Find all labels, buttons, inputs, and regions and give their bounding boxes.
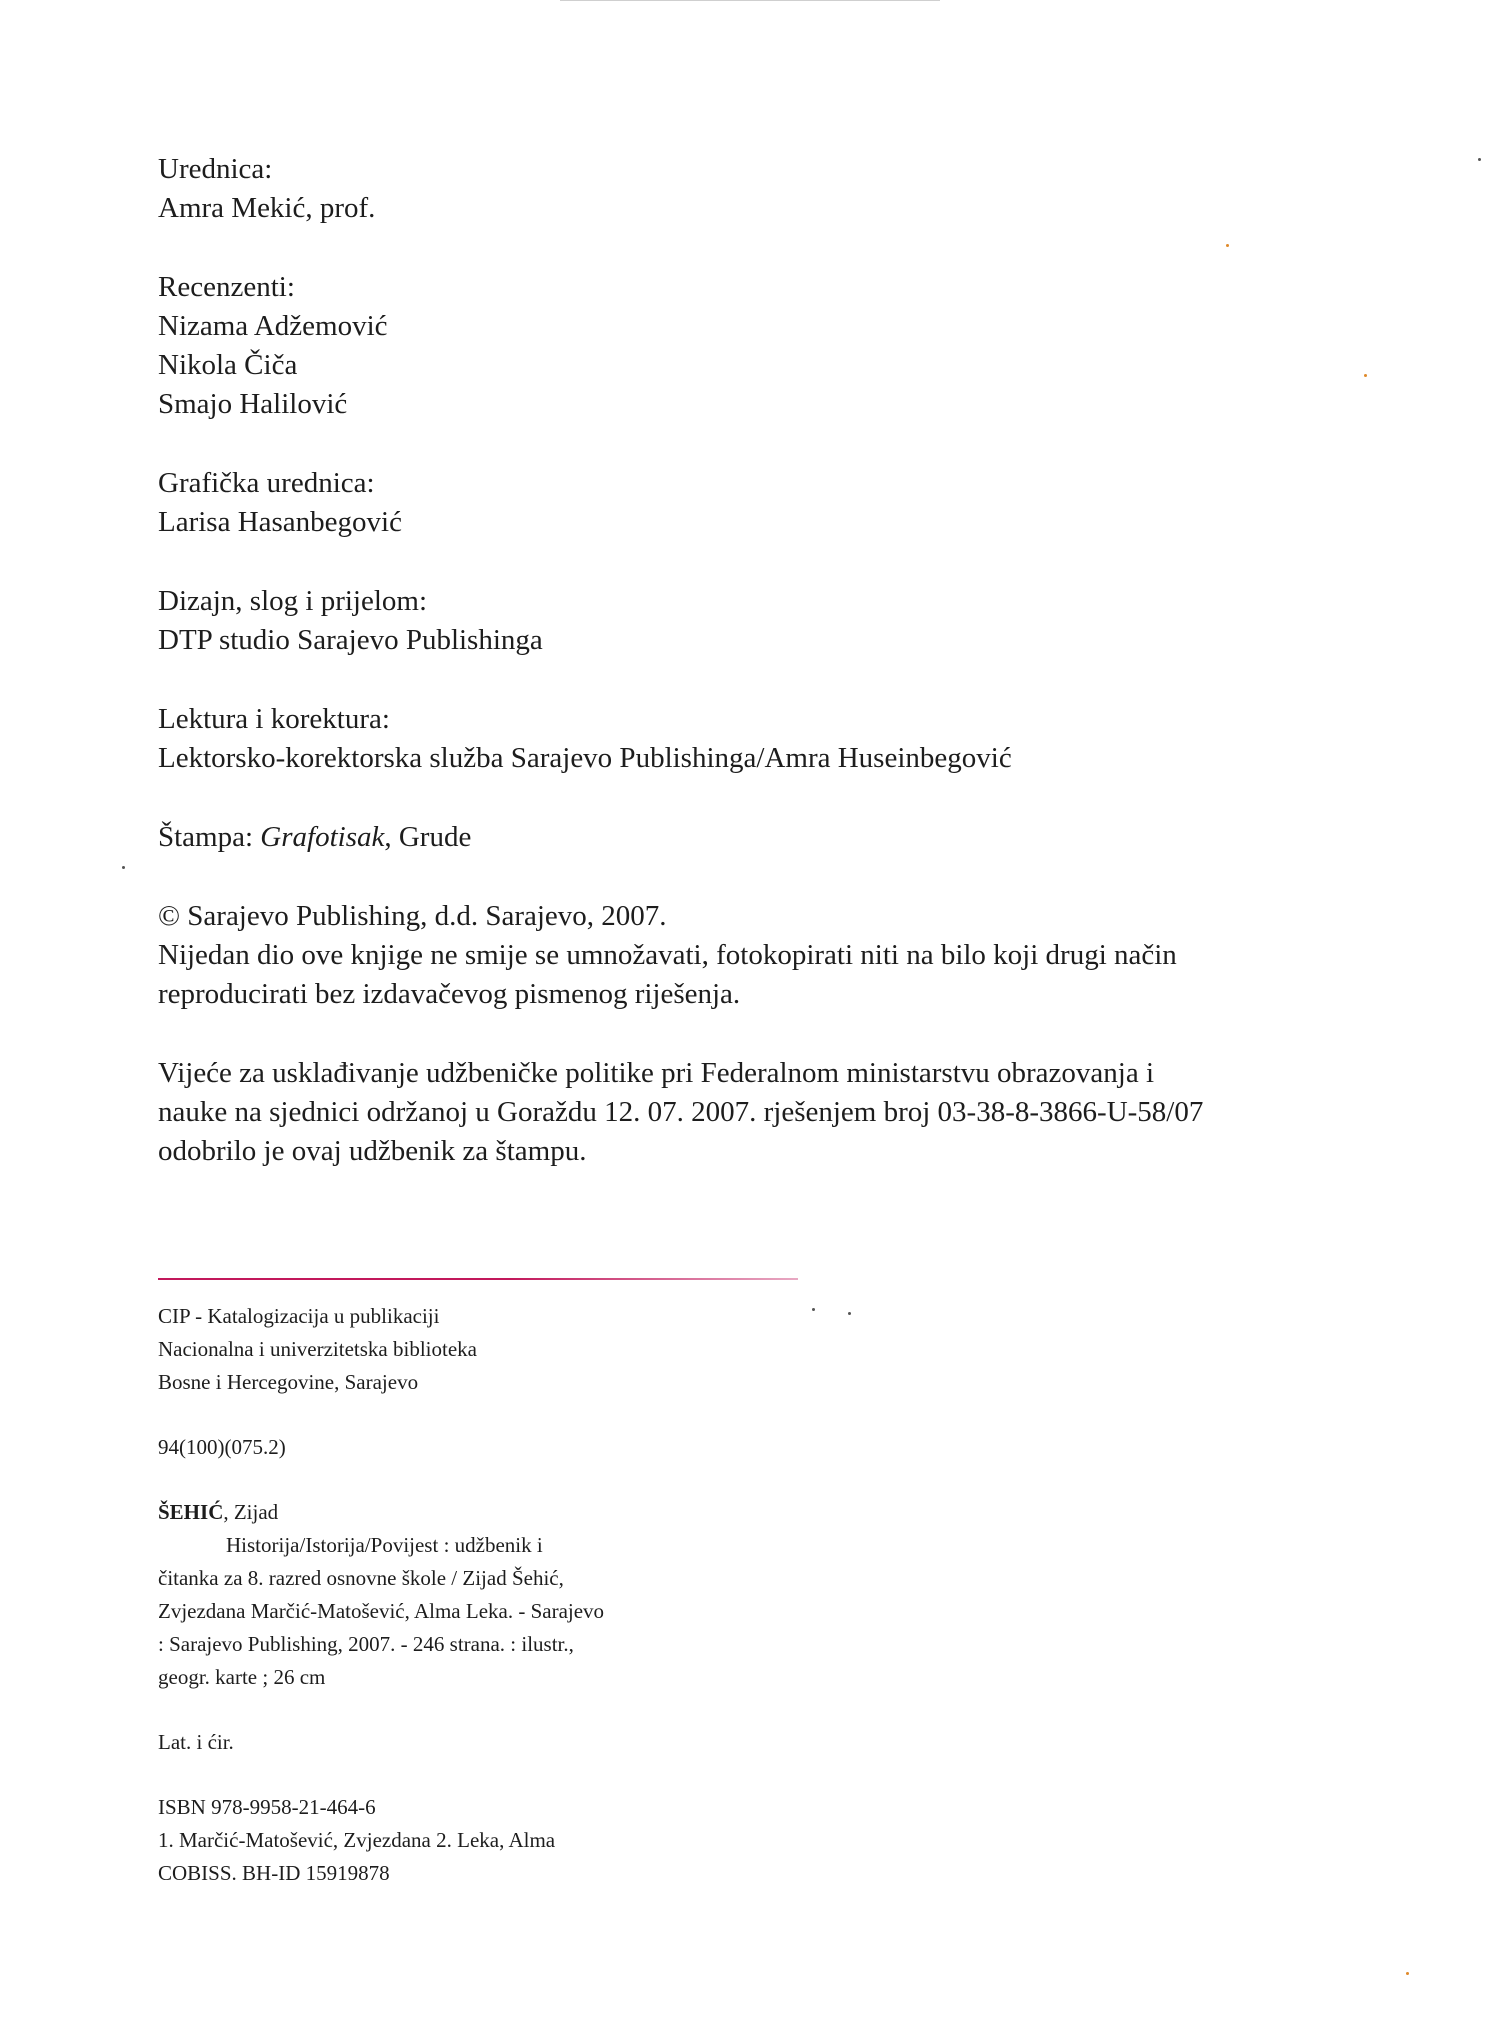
scan-edge-line [560,0,940,1]
approval-block [158,1054,1398,1171]
cip-entry-line: čitanka za 8. razred osnovne škole / Zijad Šehić, [158,1566,564,1590]
cip-identifiers [158,1791,798,1890]
cip-entry-line: geogr. karte ; 26 cm [158,1665,326,1689]
print-block [158,818,1398,857]
copyright-block [158,897,1398,1014]
reviewer-name: Nikola Čiča [158,349,298,381]
cip-header-line: Bosne i Hercegovine, Sarajevo [158,1370,419,1394]
reviewers-label: Recenzenti: [158,271,295,303]
cip-header-line: CIP - Katalogizacija u publikaciji [158,1304,440,1328]
scan-speck [1364,374,1367,377]
cip-entry [158,1496,798,1694]
imprint-section [158,150,1398,1211]
proofreading-label: Lektura i korektura: [158,703,390,735]
cip-entry-line: Historija/Istorija/Povijest : udžbenik i [226,1533,543,1557]
scan-speck [122,866,125,869]
reviewers-block [158,268,1398,424]
copyright-notice-line: reproducirati bez izdavačevog pismenog riješenja. [158,978,741,1010]
cip-author [158,1496,798,1529]
approval-line: nauke na sjednici održanoj u Goraždu 12. 07. 2007. rješenjem broj 03-38-8-3866-U-58/07 [158,1096,1204,1128]
graphic-editor-label: Grafička urednica: [158,467,375,499]
cip-header [158,1300,798,1399]
design-block [158,582,1398,660]
scan-speck [1478,158,1481,161]
reviewer-name: Smajo Halilović [158,388,348,420]
cip-udc [158,1431,798,1464]
design-value: DTP studio Sarajevo Publishinga [158,624,543,656]
reviewer-name: Nizama Adžemović [158,310,388,342]
printer-name: Grafotisak [260,821,385,853]
print-line [158,818,1398,857]
scan-speck [848,1312,851,1315]
print-label: Štampa: [158,821,254,853]
design-label: Dizajn, slog i prijelom: [158,585,428,617]
printer-city: , Grude [384,821,472,853]
scan-speck [1406,1972,1409,1975]
scan-speck [1226,244,1229,247]
copyright-line: © Sarajevo Publishing, d.d. Sarajevo, 2007. [158,900,667,932]
editor-label: Urednica: [158,153,273,185]
copyright-notice-line: Nijedan dio ove knjige ne smije se umnožavati, fotokopirati niti na bilo koji drugi način [158,939,1177,971]
cip-script-note [158,1726,798,1759]
cip-entry-line: : Sarajevo Publishing, 2007. - 246 strana. : ilustr., [158,1632,574,1656]
proofreading-block [158,700,1398,778]
author-given: , Zijad [223,1500,279,1524]
script-note: Lat. i ćir. [158,1730,234,1754]
editor-name: Amra Mekić, prof. [158,192,376,224]
graphic-editor-name: Larisa Hasanbegović [158,506,402,538]
proofreading-value: Lektorsko-korektorska služba Sarajevo Publishinga/Amra Huseinbegović [158,742,1012,774]
cip-record [158,1300,798,1890]
author-surname: ŠEHIĆ [158,1500,224,1524]
section-divider [158,1278,798,1280]
cobiss-id: COBISS. BH-ID 15919878 [158,1861,390,1885]
approval-line: odobrilo je ovaj udžbenik za štampu. [158,1135,587,1167]
subject-entries: 1. Marčić-Matošević, Zvjezdana 2. Leka, Alma [158,1828,556,1852]
cip-header-line: Nacionalna i univerzitetska biblioteka [158,1337,477,1361]
cip-entry-line: Zvjezdana Marčić-Matošević, Alma Leka. - Sarajevo [158,1599,605,1623]
isbn: ISBN 978-9958-21-464-6 [158,1795,376,1819]
approval-line: Vijeće za usklađivanje udžbeničke politike pri Federalnom ministarstvu obrazovanja i [158,1057,1155,1089]
graphic-editor-block [158,464,1398,542]
scan-speck [812,1308,815,1311]
udc-code: 94(100)(075.2) [158,1435,286,1459]
editor-block [158,150,1398,228]
